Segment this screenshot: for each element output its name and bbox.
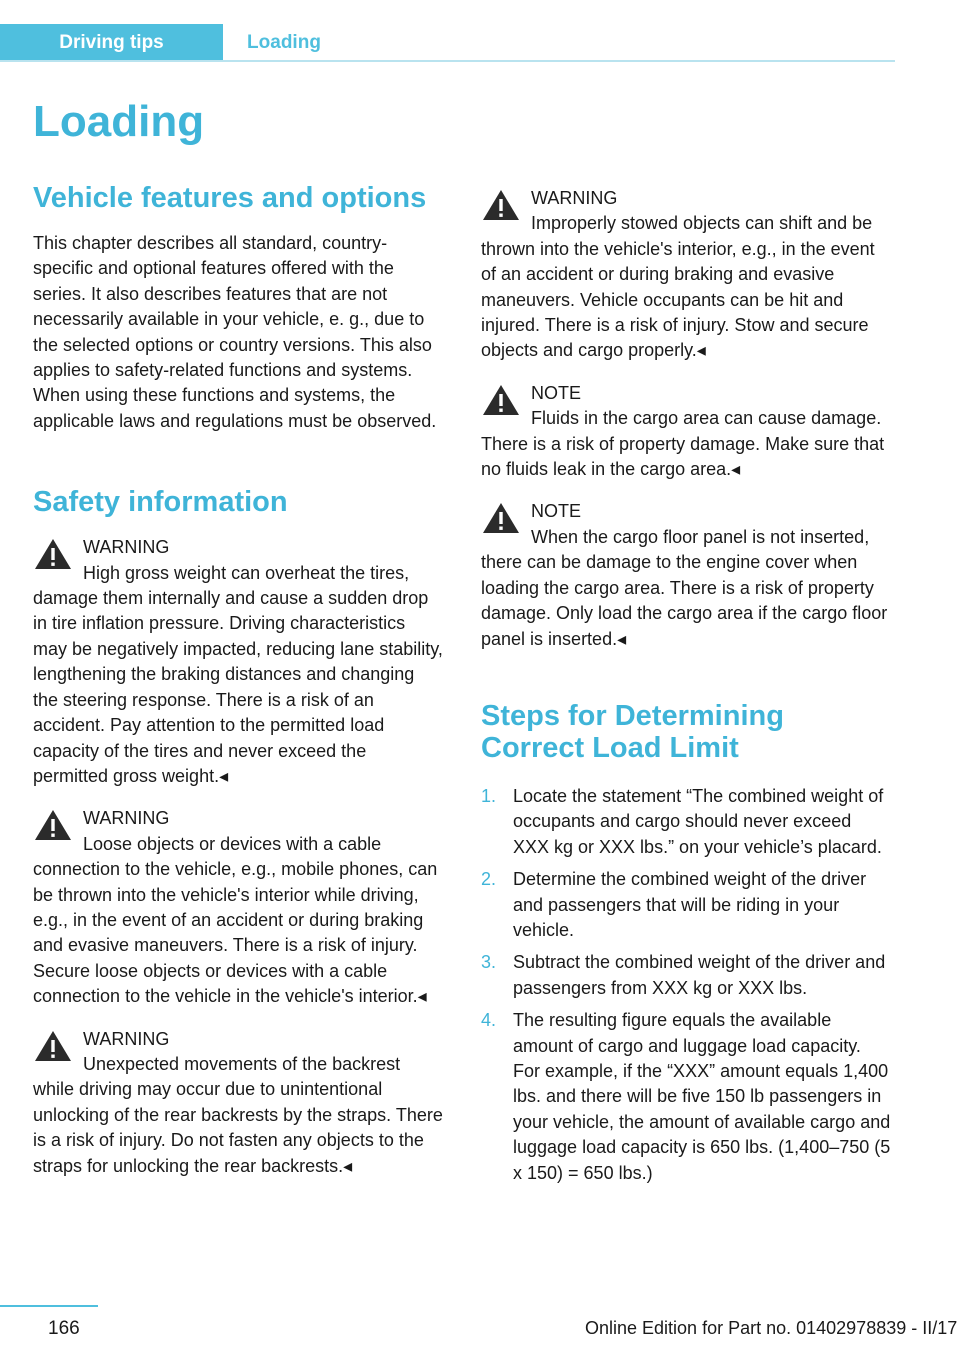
safety-heading: Safety information	[33, 486, 288, 519]
step-number: 1.	[481, 785, 497, 806]
warning-triangle-icon	[33, 537, 73, 571]
callout-keyword: WARNING	[83, 808, 170, 829]
warning-triangle-icon	[33, 1029, 73, 1063]
callout-text: High gross weight can overheat the tires, damage them internally and cause a sudden drop in tire inflation pressure. Driving characteristics may be negatively impacted, reducing lane stability, lengthening the braking distances and changing the steering response. There is a risk of an accident. Pay attention to the permitted load capacity of the tires and never exceed the permitted gross weight.◂	[33, 562, 443, 786]
step-text: Subtract the combined weight of the driver and passengers from XXX kg or XXX lbs.	[513, 952, 886, 998]
note-callout	[481, 381, 891, 483]
step-text: The resulting figure equals the available amount of cargo and luggage load capacity. For example, if the “XXX” amount equals 1,400 lbs. and there will be five 150 lb passengers in your vehicle, the amount of available cargo and luggage load capacity is 650 lbs. (1,400–750 (5 x 150) = 650 lbs.)	[513, 1010, 891, 1183]
warning-triangle-icon	[481, 383, 521, 417]
steps-heading: Steps for Determining Correct Load Limit	[481, 699, 784, 764]
warning-triangle-icon	[33, 808, 73, 842]
callout-text: Fluids in the cargo area can cause damage. There is a risk of property damage. Make sure that no fluids leak in the cargo area.◂	[481, 408, 885, 480]
header-section-tab: Driving tips	[0, 24, 223, 61]
callout-keyword: WARNING	[83, 537, 170, 558]
features-body: This chapter describes all standard, country-specific and optional features offered with the series. It also describes features that are not necessarily available in your vehicle, e. g., due to the selected options or country versions. This also applies to safety-related functions and systems. When using these functions and systems, the applicable laws and regulations must be observed.	[33, 233, 437, 431]
callout-keyword: WARNING	[83, 1028, 170, 1049]
callout-keyword: NOTE	[531, 501, 582, 522]
warning-triangle-icon	[481, 501, 521, 535]
callout-text: Improperly stowed objects can shift and be thrown into the vehicle's interior, e.g., in the event of an accident or during braking and evasive maneuvers. Vehicle occupants can be hit and injured. There is a risk of injury. Stow and secure objects and cargo properly.◂	[481, 213, 875, 361]
edition-footer: Online Edition for Part no. 01402978839 - II/17	[585, 1318, 958, 1338]
list-item	[481, 784, 891, 860]
page-number: 166	[48, 1318, 80, 1339]
warning-triangle-icon	[481, 188, 521, 222]
header-subsection-tab: Loading	[247, 31, 321, 53]
warning-callout	[33, 1027, 443, 1179]
callout-keyword: NOTE	[531, 382, 582, 403]
warning-callout	[33, 535, 443, 789]
note-callout	[481, 499, 891, 651]
list-item	[481, 1008, 891, 1186]
callout-text: When the cargo floor panel is not inserted, there can be damage to the engine cover when loading the cargo area. There is a risk of property damage. Only load the cargo area if the cargo floor panel is inserted.◂	[481, 526, 888, 649]
list-item	[481, 867, 891, 943]
callout-text: Unexpected movements of the backrest while driving may occur due to unintentional unlocking of the rear backrests by the straps. There is a risk of injury. Do not fasten any objects to the straps for unlocking the rear backrests.◂	[33, 1053, 443, 1176]
step-number: 2.	[481, 869, 497, 890]
callout-keyword: WARNING	[531, 188, 618, 208]
step-text: Determine the combined weight of the driver and passengers that will be riding in your vehicle.	[513, 869, 867, 940]
footer-divider	[0, 1305, 98, 1307]
warning-callout	[481, 186, 891, 364]
steps-list	[481, 784, 891, 1186]
header-divider	[0, 60, 895, 62]
right-column	[481, 182, 891, 1186]
warning-callout	[33, 806, 443, 1009]
list-item	[481, 950, 891, 1001]
step-number: 4.	[481, 1010, 497, 1031]
step-number: 3.	[481, 952, 497, 973]
left-column	[33, 182, 443, 1179]
features-heading: Vehicle features and options	[33, 182, 427, 214]
step-text: Locate the statement “The combined weight of occupants and cargo should never exceed XXX kg or XXX lbs.” on your vehicle’s placard.	[513, 785, 884, 857]
page-title: Loading	[33, 97, 205, 146]
callout-text: Loose objects or devices with a cable connection to the vehicle, e.g., mobile phones, can be thrown into the vehicle's interior while driving, e.g., in the event of an accident or during braking and evasive maneuvers. There is a risk of injury. Secure loose objects or devices with a cable connection to the vehicle in the vehicle's interior.◂	[33, 833, 438, 1007]
